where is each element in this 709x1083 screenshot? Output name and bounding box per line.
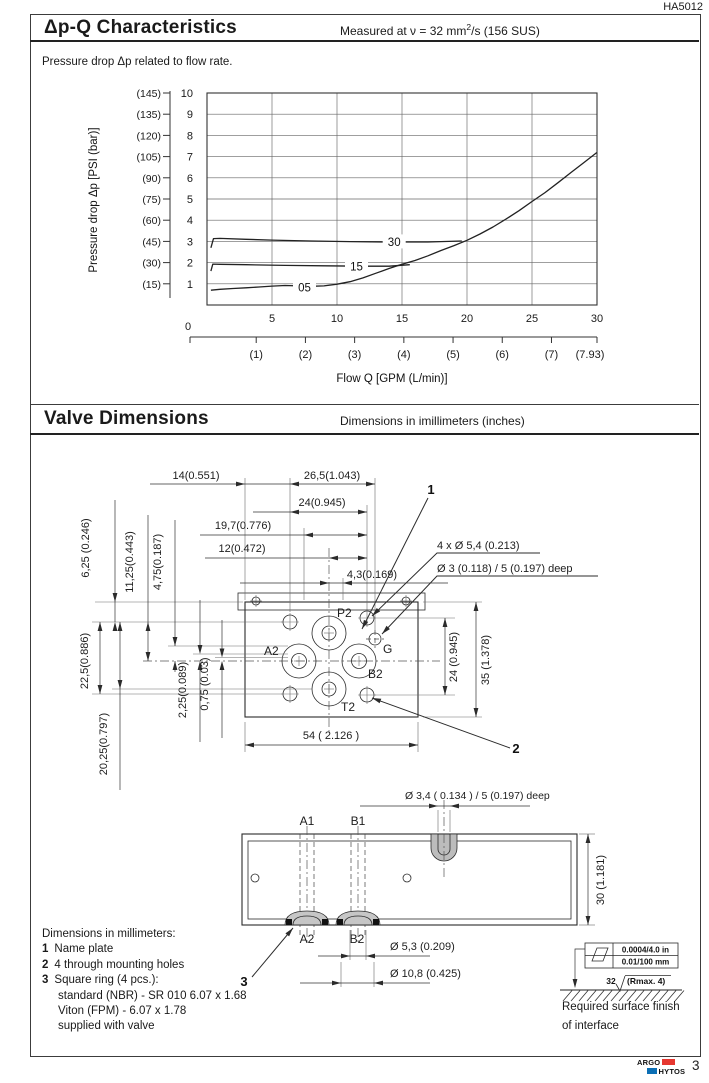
svg-text:4: 4	[186, 215, 193, 228]
valve-body-side	[242, 834, 577, 925]
dim-54: 54 ( 2.126 )	[302, 730, 360, 742]
logo-red-box	[662, 1059, 675, 1066]
svg-text:7: 7	[186, 151, 193, 164]
dimensions-units-note: Dimensions in imillimeters (inches)	[340, 414, 525, 428]
svg-text:9: 9	[186, 109, 193, 122]
side-hole-right	[403, 874, 411, 882]
svg-text:(90): (90)	[142, 172, 161, 185]
dim-pilot-hole: Ø 3 (0.118) / 5 (0.197) deep	[437, 563, 573, 575]
svg-text:8: 8	[186, 130, 193, 143]
dim-cols-right	[245, 602, 478, 747]
svg-text:15: 15	[395, 313, 409, 325]
chart-description: Pressure drop Δp related to flow rate.	[42, 56, 233, 68]
port-label-b1: B1	[350, 814, 366, 828]
svg-text:25: 25	[525, 313, 539, 325]
square-ring-a2	[285, 911, 329, 925]
dim-2-25: 2,25(0.089)	[177, 661, 189, 719]
name-plate-screw-right	[400, 595, 412, 607]
doc-code: HA5012	[663, 1, 703, 13]
svg-text:(3): (3)	[347, 349, 362, 361]
callout-3: 3	[240, 974, 248, 989]
section-characteristics-header	[30, 14, 699, 42]
svg-text:(4): (4)	[397, 349, 411, 361]
port-label-a2-bottom: A2	[299, 932, 315, 946]
svg-text:(75): (75)	[142, 194, 161, 206]
square-ring-b2	[336, 911, 380, 925]
svg-text:30: 30	[590, 313, 604, 325]
valve-side-view	[240, 790, 607, 989]
roughness-note: (Rmax. 4)	[627, 976, 666, 986]
x-origin-label: 0	[184, 321, 192, 333]
svg-text:(6): (6)	[495, 349, 509, 361]
svg-text:(120): (120)	[136, 130, 161, 143]
logo-text-hytos: HYTOS	[658, 1066, 686, 1076]
svg-text:(145): (145)	[136, 88, 161, 100]
svg-text:(60): (60)	[142, 215, 161, 228]
svg-text:(2): (2)	[298, 349, 313, 361]
port-label-p2: P2	[337, 606, 352, 620]
note-sub-1: standard (NBR) - SR 010 6.07 x 1.68	[58, 989, 247, 1002]
logo-text-argo: ARGO	[637, 1057, 661, 1067]
dim-20-25: 20,25(0.797)	[98, 712, 110, 776]
dim-11-25: 11,25(0.443)	[124, 531, 136, 593]
curve-30	[211, 238, 462, 247]
dim-26-5: 26,5(1.043)	[303, 470, 361, 482]
mounting-holes	[281, 609, 376, 704]
leader-lines-top	[362, 498, 598, 748]
side-view-dims	[252, 834, 595, 987]
port-g	[366, 630, 384, 648]
dim-10-8: Ø 10,8 (0.425)	[390, 968, 461, 980]
surface-finish-symbol	[560, 943, 684, 1001]
dim-6-25: 6,25 (0.246)	[80, 518, 92, 578]
svg-text:5: 5	[268, 313, 276, 325]
curve-label-15: 15	[350, 261, 363, 274]
dim-12: 12(0.472)	[218, 543, 266, 555]
argo-hytos-logo	[637, 1058, 685, 1075]
svg-text:(7): (7)	[544, 349, 559, 361]
dim-3-4-deep: Ø 3,4 ( 0.134 ) / 5 (0.197) deep	[405, 790, 550, 802]
section-dimensions-header	[30, 404, 699, 435]
svg-text:(5): (5)	[446, 349, 460, 361]
port-label-b2: B2	[368, 667, 383, 681]
flatness-inch: 0.0004/4.0 in	[621, 945, 670, 955]
svg-text:(45): (45)	[142, 236, 161, 249]
valve-top-view	[79, 470, 598, 790]
curve-05	[211, 152, 597, 290]
dim-5-3: Ø 5,3 (0.209)	[390, 941, 455, 953]
note-item-2: 2 4 through mounting holes	[42, 958, 185, 971]
note-sub-3: supplied with valve	[58, 1020, 155, 1033]
svg-text:2: 2	[186, 257, 193, 270]
callout-1: 1	[427, 482, 435, 497]
drawing-notes	[42, 927, 247, 1035]
section-title-dimensions: Valve Dimensions	[44, 408, 209, 429]
note-item-1: 1 Name plate	[42, 943, 114, 956]
svg-text:6: 6	[186, 172, 193, 185]
svg-text:10: 10	[180, 88, 193, 100]
svg-text:(15): (15)	[142, 278, 161, 291]
curve-label-05: 05	[298, 282, 311, 295]
surface-finish-caption-2: of interface	[562, 1020, 619, 1032]
roughness-value: 32	[606, 976, 616, 986]
svg-text:(1): (1)	[249, 349, 263, 361]
port-label-g: G	[383, 642, 393, 656]
svg-text:(105): (105)	[136, 151, 161, 164]
svg-text:(30): (30)	[142, 257, 161, 270]
dim-19-7: 19,7(0.776)	[214, 520, 272, 532]
port-label-b2-bottom: B2	[349, 932, 365, 946]
x-axis-title: Flow Q [GPM (L/min)]	[336, 373, 448, 385]
svg-text:20: 20	[460, 313, 474, 325]
flatness-mm: 0.01/100 mm	[621, 957, 670, 967]
dim-mounting-holes: 4 x Ø 5,4 (0.213)	[437, 540, 520, 552]
dim-22-5: 22,5(0.886)	[79, 632, 91, 690]
curve-label-30: 30	[387, 236, 401, 249]
measured-at-note: Measured at ν = 32 $mm^2/s$ (156 SUS)	[340, 22, 540, 38]
surface-hatching	[563, 991, 684, 1002]
svg-text:3: 3	[186, 236, 193, 249]
notes-heading: Dimensions in millimeters:	[42, 928, 176, 940]
page-number: 3	[692, 1058, 700, 1073]
svg-text:10: 10	[330, 313, 344, 325]
port-label-a1: A1	[299, 814, 315, 828]
dim-4-3: 4,3(0.169)	[346, 569, 398, 581]
note-sub-2: Viton (FPM) - 6.07 x 1.78	[58, 1005, 187, 1018]
y-axis-title: Pressure drop Δp [PSI (bar)]	[88, 127, 100, 273]
port-label-t2: T2	[341, 700, 356, 714]
name-plate-screw-left	[250, 595, 262, 607]
section-title-characteristics: Δp-Q Characteristics	[44, 17, 237, 38]
note-item-3: 3 Square ring (4 pcs.):	[42, 974, 159, 987]
dim-30-vert: 30 (1.181)	[595, 854, 607, 906]
port-label-a2: A2	[264, 644, 279, 658]
dim-0-75: 0,75 (0.03)	[199, 657, 211, 711]
svg-text:5: 5	[186, 194, 193, 206]
valve-body-side-inner	[248, 841, 571, 919]
dp-q-chart	[88, 88, 604, 385]
logo-blue-box	[647, 1068, 657, 1075]
valve-body-face	[245, 602, 418, 717]
dim-24: 24(0.945)	[298, 497, 346, 509]
curve-15	[211, 264, 410, 271]
surface-finish-caption-1: Required surface finish	[562, 1001, 680, 1013]
svg-text:(7.93): (7.93)	[575, 349, 605, 361]
dim-35-vert: 35 (1.378)	[480, 634, 492, 686]
dim-14: 14(0.551)	[172, 470, 220, 482]
callout-2: 2	[512, 741, 520, 756]
side-hole-left	[251, 874, 259, 882]
flatness-icon	[592, 948, 608, 961]
dim-4-75: 4,75(0.187)	[152, 533, 164, 591]
dim-24-vert: 24 (0.945)	[448, 631, 460, 683]
svg-text:1: 1	[186, 278, 193, 291]
svg-text:(135): (135)	[136, 109, 161, 122]
